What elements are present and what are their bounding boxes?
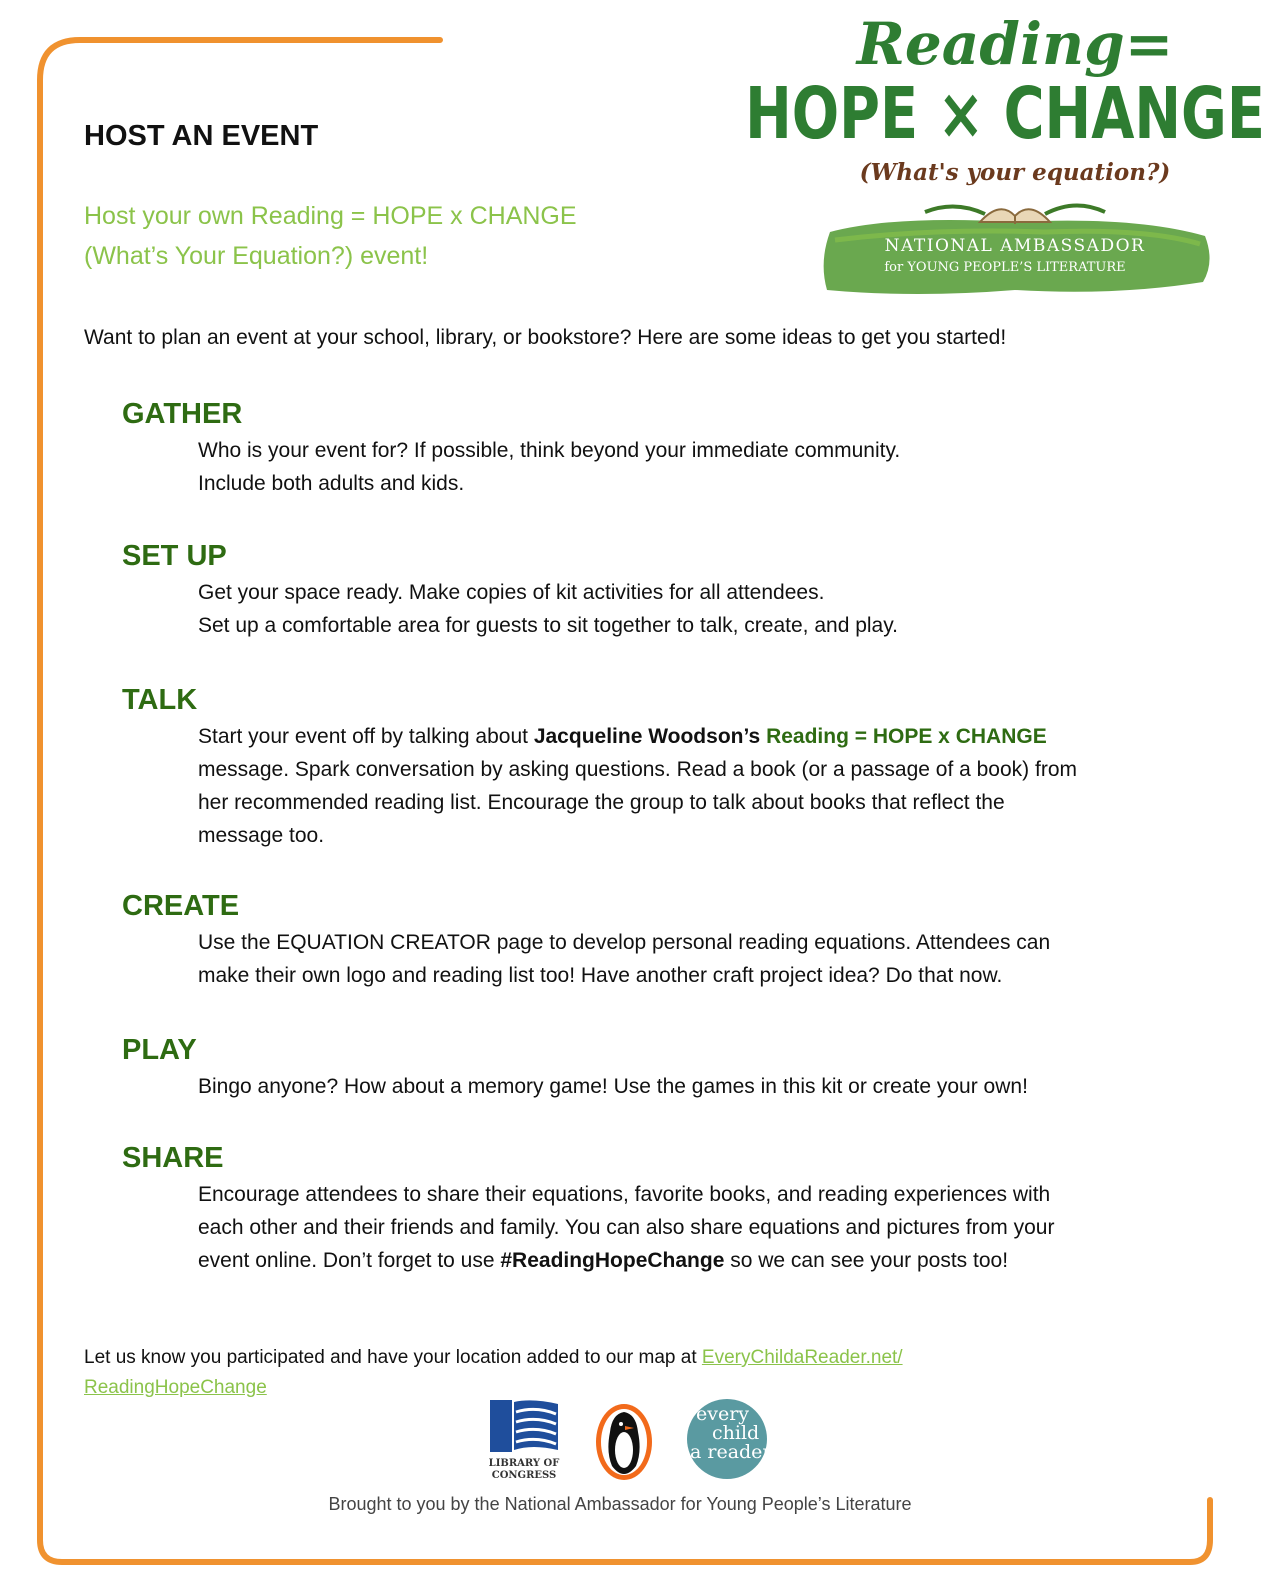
svg-text:child: child (712, 1422, 760, 1444)
step-heading: SHARE (122, 1142, 224, 1174)
svg-text:for YOUNG PEOPLE’S LITERATURE: for YOUNG PEOPLE’S LITERATURE (884, 260, 1126, 275)
step-heading: SET UP (122, 540, 227, 572)
page-title: HOST AN EVENT (84, 120, 319, 152)
step-body: Get your space ready. Make copies of kit activities for all attendees. Set up a comfortable area for guests to sit together to talk, create, and play. (198, 581, 899, 637)
svg-text:LIBRARY OF: LIBRARY OF (488, 1458, 560, 1469)
step-play (122, 1032, 1158, 1103)
step-body: Who is your event for? If possible, think beyond your immediate community. Include both adults and kids. (198, 439, 901, 495)
penguin-logo (592, 1402, 656, 1482)
credit-line: Brought to you by the National Ambassador for Young People’s Literature (328, 1494, 912, 1514)
svg-text:NATIONAL AMBASSADOR: NATIONAL AMBASSADOR (884, 236, 1146, 256)
step-body: Bingo anyone? How about a memory game! Use the games in this kit or create your own! (198, 1075, 1028, 1098)
svg-text:every: every (696, 1403, 750, 1425)
participation-note: Let us know you participated and have your location added to our map at EveryChildaReader.net/ ReadingHopeChange (84, 1347, 903, 1398)
step-heading: GATHER (122, 398, 243, 430)
step-heading: PLAY (122, 1034, 197, 1066)
step-heading: CREATE (122, 890, 240, 922)
svg-text:a reader: a reader (690, 1441, 772, 1463)
step-talk (122, 682, 1158, 852)
step-gather (122, 396, 1158, 500)
library-of-congress-logo (486, 1394, 566, 1484)
svg-text:Reading=: Reading= (856, 10, 1174, 78)
svg-text:HOPE × CHANGE: HOPE × CHANGE (745, 71, 1265, 156)
step-body: Use the EQUATION CREATOR page to develop personal reading equations. Attendees can make their own logo and reading list too! Have another craft project idea? Do that now. (198, 931, 1051, 987)
step-heading: TALK (122, 684, 198, 716)
reading-hope-change-logo (745, 0, 1265, 305)
map-link-continued[interactable]: ReadingHopeChange (84, 1377, 267, 1398)
svg-text:(What's your equation?): (What's your equation?) (859, 159, 1171, 186)
step-body: Start your event off by talking about Jacqueline Woodson’s Reading = HOPE x CHANGE message. Spark conversation by asking questions. Read a book (or a passage of a book) from her recommended reading list. Encourage the group to talk about books that reflect the message too. (198, 725, 1077, 847)
step-share (122, 1140, 1158, 1277)
page-subtitle: Host your own Reading = HOPE x CHANGE (What’s Your Equation?) event! (84, 202, 577, 270)
map-link[interactable]: EveryChildaReader.net/ (701, 1347, 903, 1368)
step-setup (122, 538, 1158, 642)
step-body: Encourage attendees to share their equations, favorite books, and reading experiences with each other and their friends and family. You can also share equations and pictures from your event online. Don’t forget to use #ReadingHopeChange so we can see your posts too! (198, 1183, 1055, 1272)
every-child-a-reader-logo (682, 1396, 772, 1482)
svg-text:CONGRESS: CONGRESS (491, 1470, 557, 1481)
intro-text: Want to plan an event at your school, library, or bookstore? Here are some ideas to get you started! (84, 326, 1007, 349)
step-create (122, 888, 1158, 992)
